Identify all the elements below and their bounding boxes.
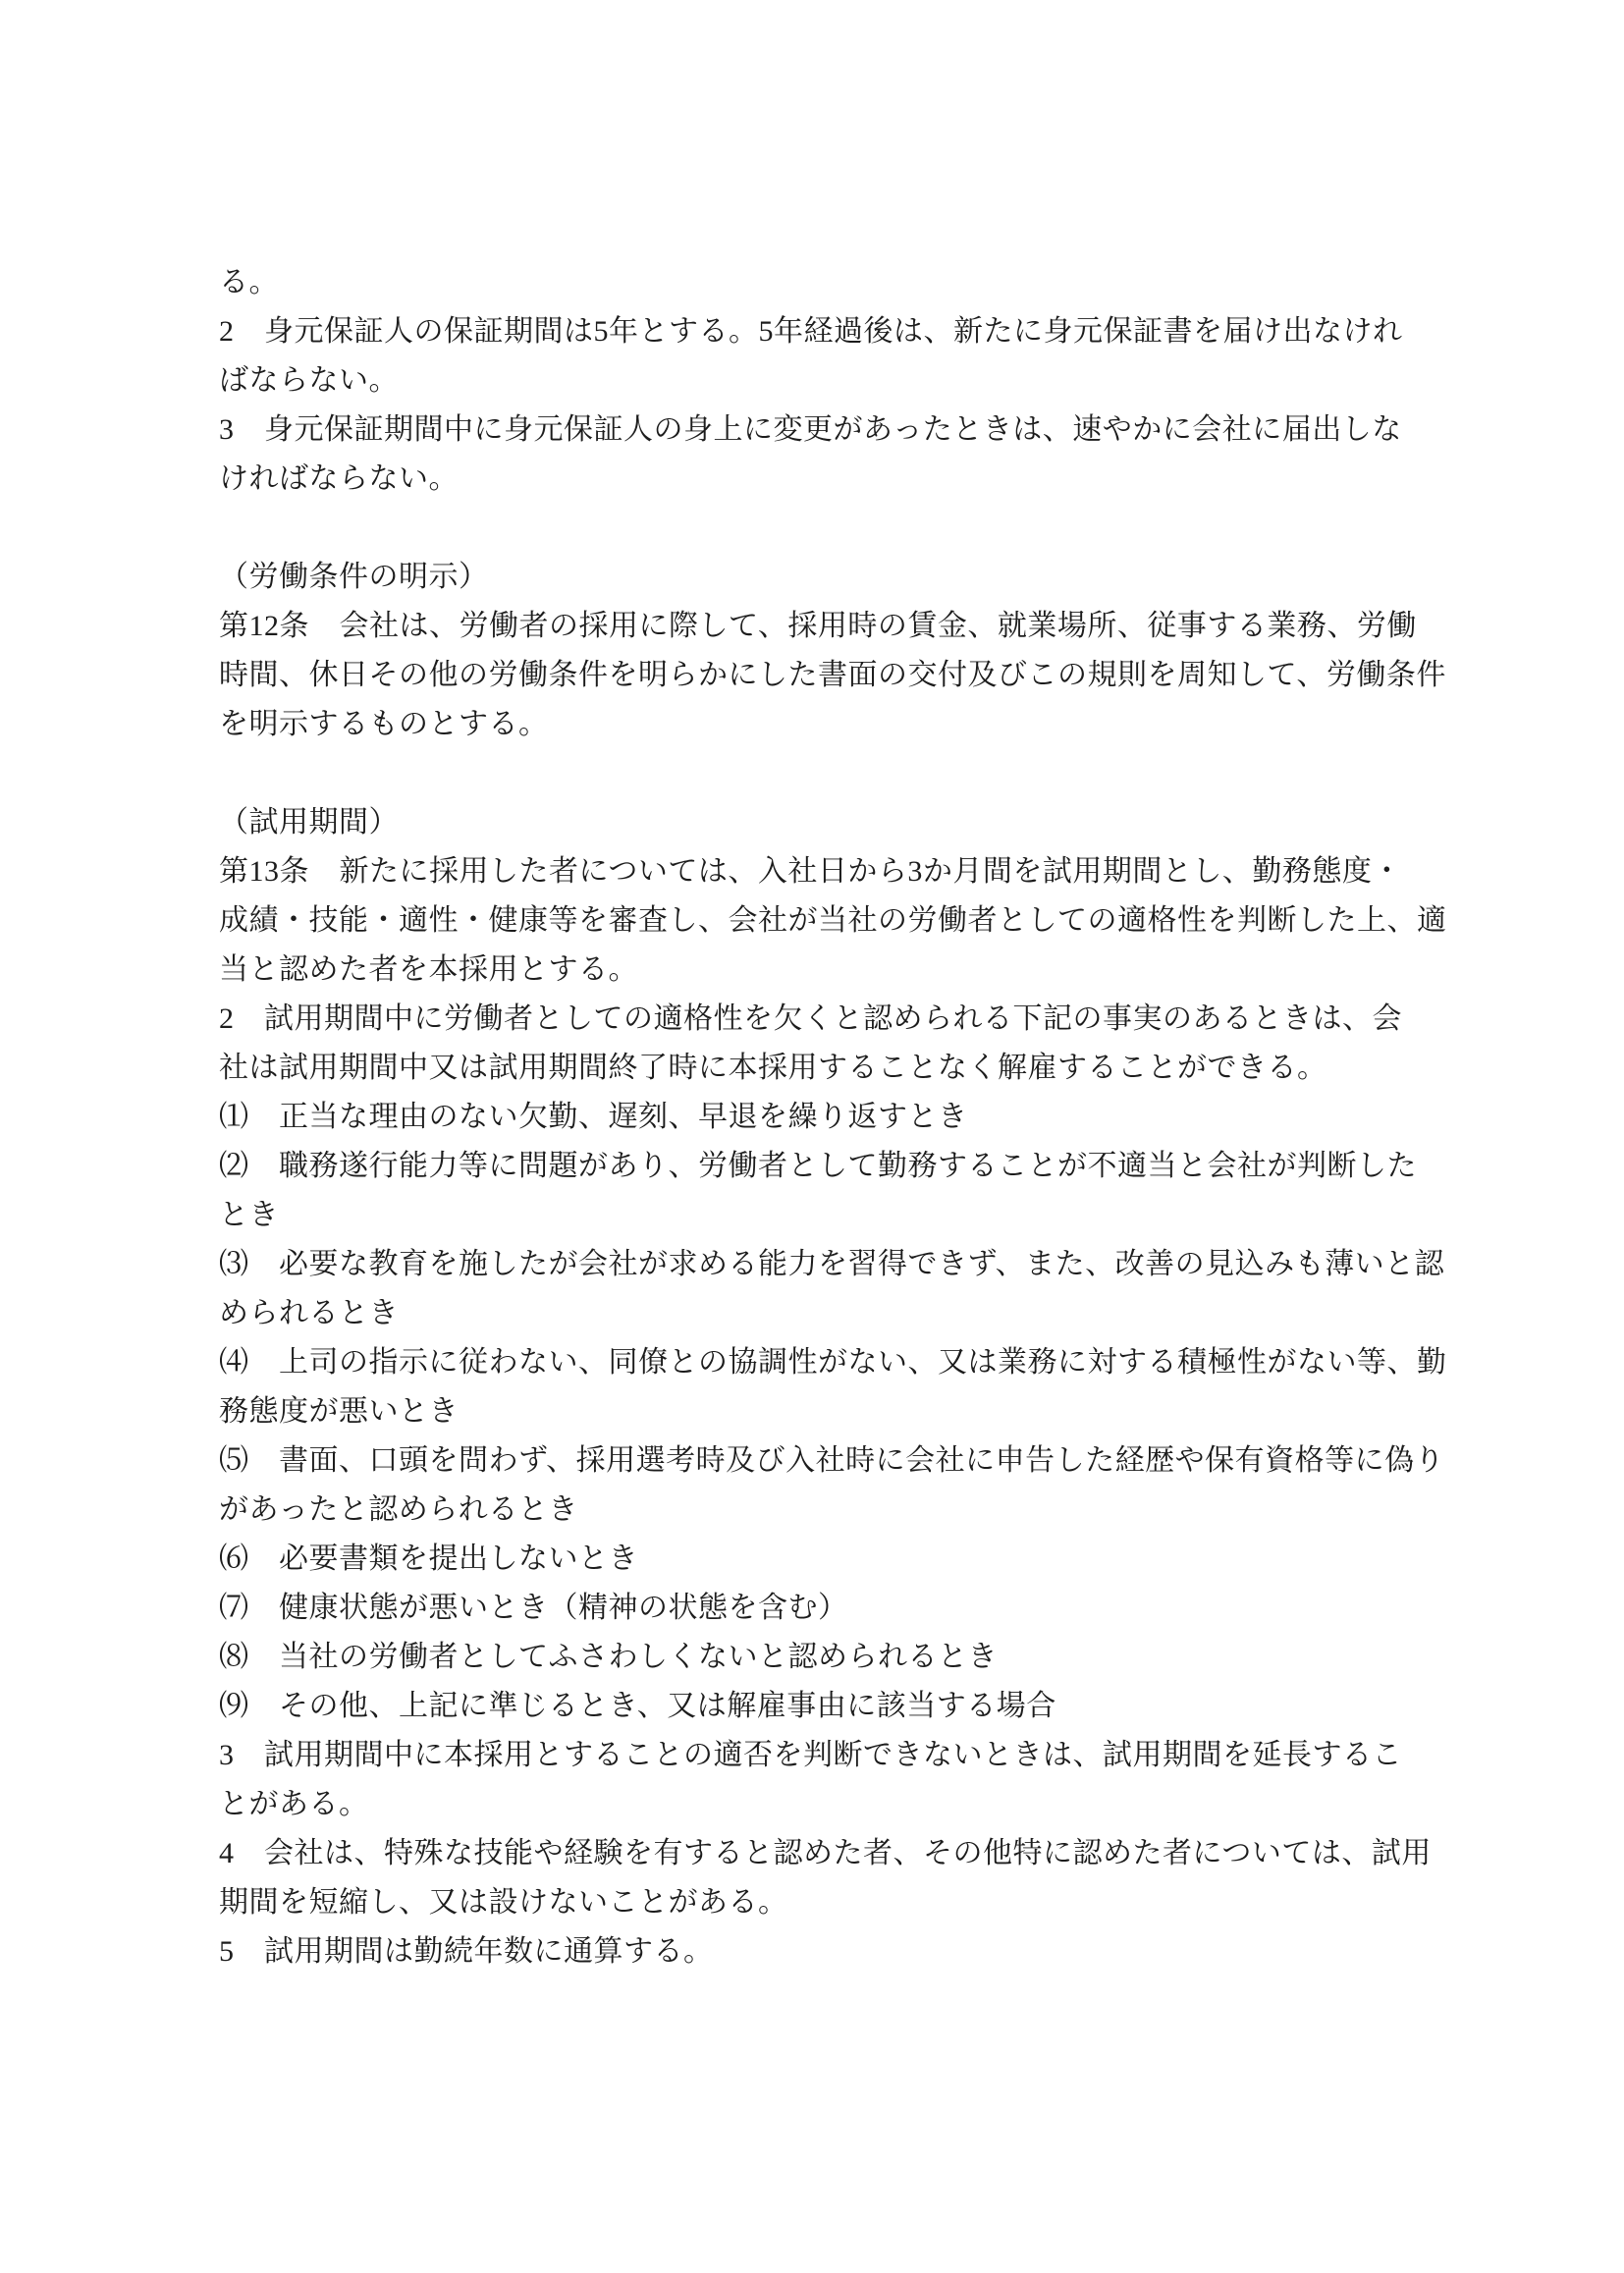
doc-list-item: ⑻ 当社の労働者としてふさわしくないと認められるとき xyxy=(219,1641,998,1673)
doc-line: ばならない。 xyxy=(219,364,399,397)
blank-line xyxy=(219,749,1466,798)
doc-line: 社は試用期間中又は試用期間終了時に本採用することなく解雇することができる。 xyxy=(219,1052,1327,1084)
doc-line: を明示するものとする。 xyxy=(219,708,549,740)
section-heading-article-12: （労働条件の明示） xyxy=(219,561,489,593)
doc-list-item: ⑸ 書面、口頭を問わず、採用選考時及び入社時に会社に申告した経歴や保有資格等に偽り xyxy=(219,1444,1445,1477)
document-body xyxy=(219,258,1466,1976)
doc-line: 第13条 新たに採用した者については、入社日から3か月間を試用期間とし、勤務態度・ xyxy=(219,855,1402,888)
doc-list-item: ⑷ 上司の指示に従わない、同僚との協調性がない、又は業務に対する積極性がない等、勤 xyxy=(219,1346,1447,1379)
doc-list-item: ⑺ 健康状態が悪いとき（精神の状態を含む） xyxy=(219,1592,848,1624)
doc-list-item: ⑴ 正当な理由のない欠勤、遅刻、早退を繰り返すとき xyxy=(219,1101,968,1133)
doc-line: る。 xyxy=(219,266,279,298)
doc-line: 5 試用期間は勤続年数に通算する。 xyxy=(219,1935,714,1968)
doc-line: があったと認められるとき xyxy=(219,1493,578,1526)
doc-list-item: ⑼ その他、上記に準じるとき、又は解雇事由に該当する場合 xyxy=(219,1690,1056,1722)
doc-line: 4 会社は、特殊な技能や経験を有すると認めた者、その他特に認めた者については、試用 xyxy=(219,1837,1432,1869)
doc-list-item: ⑹ 必要書類を提出しないとき xyxy=(219,1542,638,1575)
doc-line: ければならない。 xyxy=(219,462,459,495)
doc-line: 2 身元保証人の保証期間は5年とする。5年経過後は、新たに身元保証書を届け出なけれ xyxy=(219,315,1403,348)
doc-line: められるとき xyxy=(219,1297,399,1329)
doc-line: とき xyxy=(219,1199,279,1231)
doc-line: 2 試用期間中に労働者としての適格性を欠くと認められる下記の事実のあるときは、会 xyxy=(219,1002,1402,1035)
section-heading-article-13: （試用期間） xyxy=(219,806,399,839)
doc-line: 第12条 会社は、労働者の採用に際して、採用時の賃金、就業場所、従事する業務、労働 xyxy=(219,610,1417,642)
doc-list-item: ⑵ 職務遂行能力等に問題があり、労働者として勤務することが不適当と会社が判断した xyxy=(219,1150,1417,1182)
doc-line: とがある。 xyxy=(219,1788,369,1820)
blank-line xyxy=(219,504,1466,553)
doc-list-item: ⑶ 必要な教育を施したが会社が求める能力を習得できず、また、改善の見込みも薄いと認 xyxy=(219,1248,1445,1280)
doc-line: 時間、休日その他の労働条件を明らかにした書面の交付及びこの規則を周知して、労働条件 xyxy=(219,659,1446,691)
doc-line: 当と認めた者を本採用とする。 xyxy=(219,953,638,986)
doc-line: 成績・技能・適性・健康等を審査し、会社が当社の労働者としての適格性を判断した上、適 xyxy=(219,904,1447,937)
doc-line: 務態度が悪いとき xyxy=(219,1395,459,1428)
doc-line: 3 試用期間中に本採用とすることの適否を判断できないときは、試用期間を延長するこ xyxy=(219,1739,1402,1771)
doc-line: 3 身元保証期間中に身元保証人の身上に変更があったときは、速やかに会社に届出しな xyxy=(219,413,1402,446)
doc-line: 期間を短縮し、又は設けないことがある。 xyxy=(219,1886,788,1919)
